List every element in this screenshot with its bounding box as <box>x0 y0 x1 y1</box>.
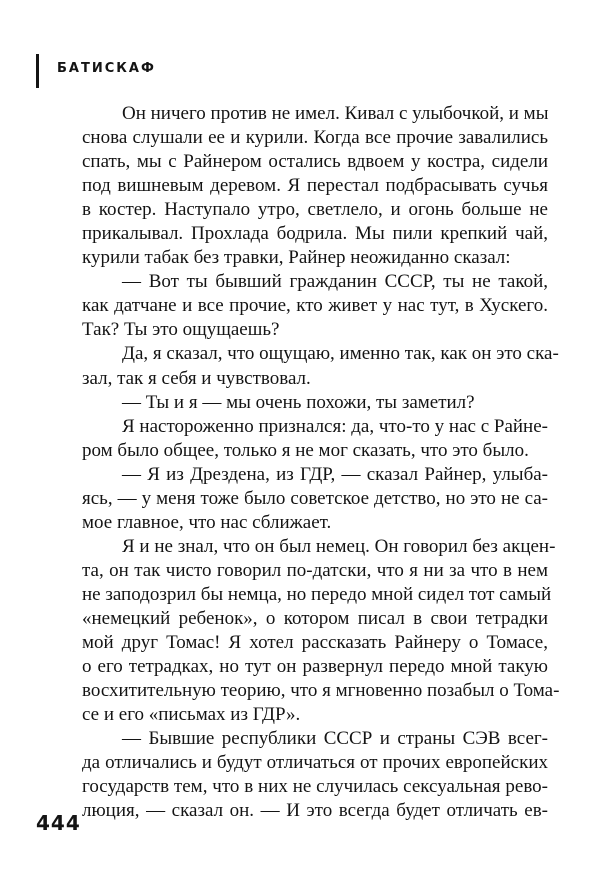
text-line: — Ты и я — мы очень похожи, ты заметил? <box>122 391 475 413</box>
text-line: — Вот ты бывший гражданин СССР, ты не такой, <box>122 271 548 293</box>
text-line: ром было общее, только я не мог сказать, что это было. <box>82 439 529 461</box>
text-line: мое главное, что нас сближает. <box>82 511 332 533</box>
text-line: — Я из Дрездена, из ГДР, — сказал Райнер, улыба- <box>122 463 548 485</box>
body-text <box>82 102 560 823</box>
text-line: ясь, — у меня тоже было советское детство, но это не са- <box>82 487 548 509</box>
text-line: Так? Ты это ощущаешь? <box>82 319 280 341</box>
text-line: под вишневым деревом. Я перестал подбрасывать сучья <box>82 175 548 197</box>
running-header-rule <box>36 54 39 88</box>
text-line: се и его «письмах из ГДР». <box>82 704 301 726</box>
running-header-title: БАТИСКАФ <box>57 61 156 76</box>
text-line: о его тетрадках, но тут он развернул передо мной такую <box>82 656 548 678</box>
text-line: — Бывшие республики СССР и страны СЭВ всег- <box>122 728 548 750</box>
text-line: Я и не знал, что он был немец. Он говорил без акцен- <box>122 535 556 557</box>
text-line: восхитительную теорию, что я мгновенно позабыл о Тома- <box>82 680 560 702</box>
text-line: «немецкий ребенок», о котором писал в свои тетрадки <box>82 607 548 629</box>
text-line: государств тем, что в них не случилась сексуальная рево- <box>82 776 548 798</box>
text-line: зал, так я себя и чувствовал. <box>82 367 311 389</box>
text-line: снова слушали ее и курили. Когда все прочие завалились <box>82 127 548 149</box>
text-line: в костер. Наступало утро, светлело, и огонь больше не <box>82 199 548 221</box>
page-number: 444 <box>36 811 81 835</box>
text-line: не заподозрил бы немца, но передо мной сидел тот самый <box>82 583 552 605</box>
text-line: люция, — сказал он. — И это всегда будет отличать ев- <box>82 800 548 822</box>
text-line: как датчане и все прочие, кто живет у нас тут, в Хускего. <box>82 295 548 317</box>
text-line: да отличались и будут отличаться от прочих европейских <box>82 752 548 774</box>
text-line: Я настороженно признался: да, что-то у нас с Райне- <box>122 415 548 437</box>
text-line: та, он так чисто говорил по-датски, что я ни за что в нем <box>82 559 548 581</box>
text-line: спать, мы с Райнером остались вдвоем у костра, сидели <box>82 151 548 173</box>
text-line: Он ничего против не имел. Кивал с улыбочкой, и мы <box>122 103 549 124</box>
text-line: прикалывал. Прохлада бодрила. Мы пили крепкий чай, <box>82 223 548 245</box>
text-line: мой друг Томас! Я хотел рассказать Райнеру о Томасе, <box>82 632 548 654</box>
text-line: Да, я сказал, что ощущаю, именно так, как он это ска- <box>122 343 559 365</box>
text-line: курили табак без травки, Райнер неожиданно сказал: <box>82 247 511 269</box>
